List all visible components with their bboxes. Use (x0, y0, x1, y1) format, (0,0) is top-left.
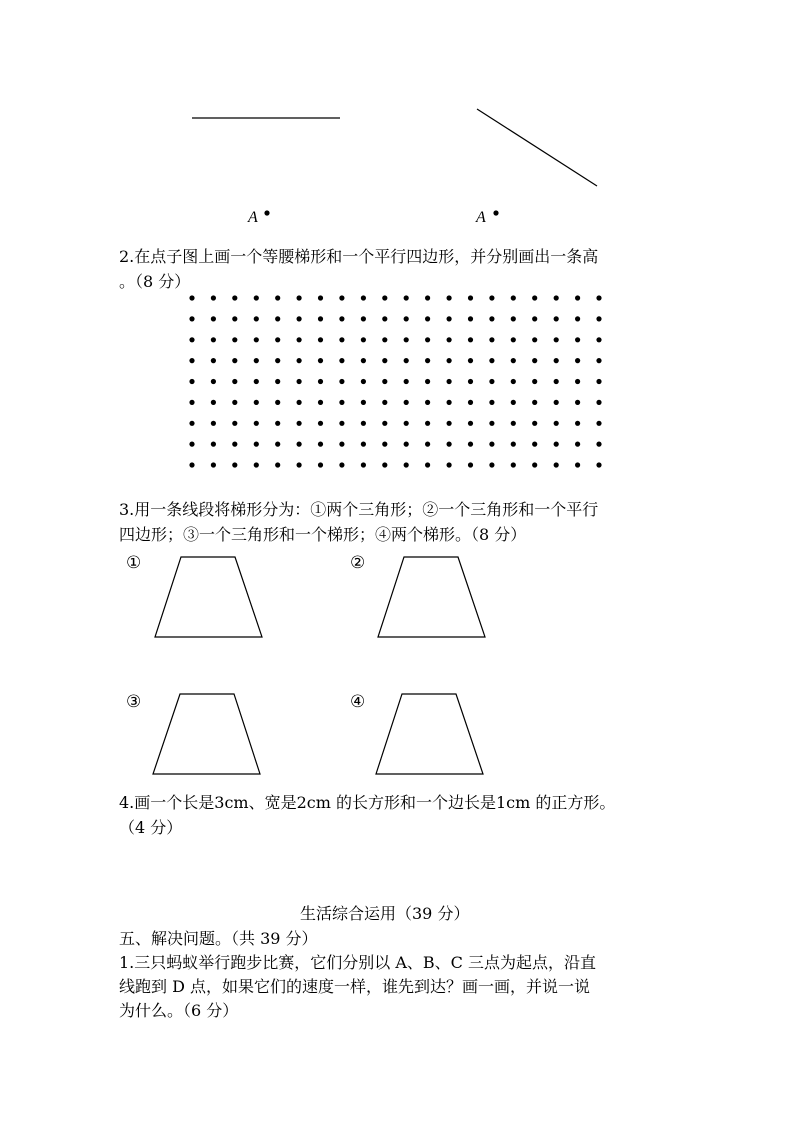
trapezoid-4[interactable] (376, 694, 483, 774)
q5-line2: 线跑到 D 点，如果它们的速度一样，谁先到达？画一画，并说一说 (119, 977, 591, 996)
trapezoid-3[interactable] (153, 694, 260, 774)
q5-line1: 1.三只蚂蚁举行跑步比赛，它们分别以 A、B、C 三点为起点，沿直 (119, 953, 596, 972)
trapezoid-2[interactable] (378, 557, 485, 637)
section-title: 生活综合运用（39 分） (300, 904, 470, 923)
trapezoid-marker-2: ② (350, 553, 366, 573)
point-a-left-label: A (248, 209, 258, 226)
trapezoid-marker-3: ③ (126, 692, 142, 712)
q2-line2: 。（8 分） (119, 272, 191, 291)
section-heading: 五、解决问题。（共 39 分） (119, 929, 318, 948)
q2-line1: 2.在点子图上画一个等腰梯形和一个平行四边形，并分别画出一条高 (119, 247, 599, 266)
trapezoid-1[interactable] (155, 557, 262, 637)
q3-line1: 3.用一条线段将梯形分为：①两个三角形；②一个三角形和一个平行 (119, 500, 599, 519)
trapezoid-marker-4: ④ (350, 692, 366, 712)
q3-line2: 四边形；③一个三角形和一个梯形；④两个梯形。（8 分） (119, 525, 527, 544)
point-a-right-label: A (476, 209, 486, 226)
q4-line1: 4.画一个长是3cm、宽是2cm 的长方形和一个边长是1cm 的正方形。 (119, 793, 616, 812)
q4-line2: （4 分） (119, 818, 183, 837)
trapezoid-marker-1: ① (126, 553, 142, 573)
q5-line3: 为什么。（6 分） (119, 1001, 239, 1020)
